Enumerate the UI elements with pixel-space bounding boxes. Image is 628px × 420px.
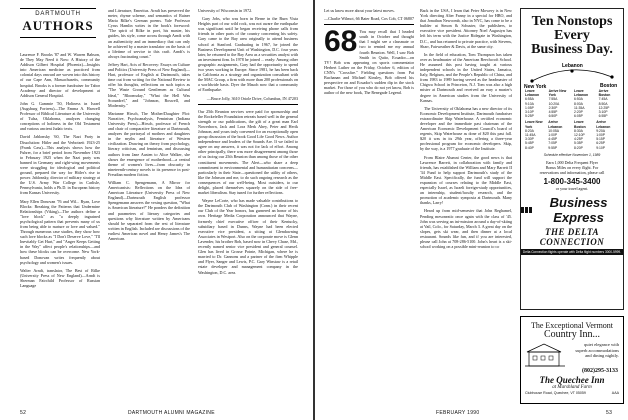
class-note-paragraph: University of Wisconsin in 1972.: [198, 8, 253, 13]
left-page: [0, 0, 312, 420]
ad-fine-print: Delta Connection flights operate with Delta flight numbers 3000-5999.: [522, 249, 622, 254]
inn-headline-line: The Exceptional Vermont: [530, 321, 614, 330]
schedule-row: [524, 114, 571, 118]
footer-date: FEBRUARY 1990: [436, 410, 480, 416]
schedule-cell: 9:10P: [596, 145, 606, 150]
inn-name: The Quechee Inn: [539, 375, 605, 385]
ad-offer: [521, 160, 623, 175]
page-gutter: [313, 0, 315, 420]
schedule-cell: 2:30P: [548, 105, 558, 110]
ad-headline-line: Every: [554, 28, 590, 43]
inn-name-sub: at Marshland Farm: [552, 385, 592, 390]
section-header-small: DARTMOUTH: [35, 11, 81, 17]
schedule-boston: [573, 89, 620, 150]
schedule-cell: 6:25P: [596, 141, 606, 146]
schedule-cell: 6:55A: [525, 97, 534, 102]
inn-rating: AAA: [611, 391, 619, 395]
class-note-paragraph: In the field of education, Tom Thompson has taken over as headmaster of the American Beechcroft School. He assumed this post having taught at various independent schools in the United States, Jamaica, Italy, Belgium, and the People's Republic of China, and from 1983 to 1989 having served as the headmaster of Chigwa School in Princeton, N.J. Tom was also a high mister at Dartmouth and received an eary a master's degree in American studies from the University of Kansas.: [420, 51, 512, 103]
schedule-header-cell: Leave Lebanon: [574, 89, 589, 98]
author-entry: David Jablonsky '60, The Nazi Party in Dissolution: Hitler and the Verbotzeit 1923-25 (Frank Cass)—This analysis shows how the Fuhrer, for a brief period from November 1923 to February 1925 when the Nazi party was banned in Germany and right-wing movements were struggling for ideological and political ground, prepared the way for Hitler's rise to power. Jablonsky, director of military strategy at the U.S. Army War College in Carlisle, Pennsylvania, holds a Ph.D. in European history from Kansas University.: [20, 134, 100, 196]
offer-line: Earn 1,000 Delta Frequent Flyer: [546, 159, 598, 165]
author-entry: William C. Spengemann, A Mirror for Americanists: Reflections on the Idea of American Literature (University Press of New England)—Dartmouth English professor Spengemann answers the vexing question, "What is American literature?" He ponders the definition and parameters of literary categories and questions why literature written by Americans should be separated from the rest of literature written in English. Included are discussions of the earliest American novel and Henry James's The American.: [108, 180, 190, 242]
schedule-header-cell: Arrive Boston: [598, 89, 611, 98]
schedule-row: [573, 114, 620, 118]
reservation-phone: 1-800-345-3400: [543, 176, 601, 186]
schedule-cell: 9:20A: [596, 128, 606, 133]
class-note-paragraph: From Blaire Alumni Center, the good news is that Lawrence Barrett, in collaboration with family and friends, has established the William and Mary Barrett II '34 Fund to help support Dartmouth's study of the Middle East. Specifically, the fund will support the expansion of courses relating to the Middle East, especially Israel, as Israeli foreign-study opportunities, an internship, student/faculty research, and the promotion of academic symposia at Dartmouth. Many thanks, Larry!: [420, 154, 512, 206]
class-note-paragraph: Our 25th Reunion services were paid for sponsorship and the Rockefeller Foundation retreats based well in the general strength or our publications, the gift of a great man Earl Nowerhorn, Jack and Lora Merk Ahey, Peter and Herik Johnson, and yours truly convened for an exceptionally open group discussion of the book Good Life Good News. Author independence and leaders of the Sounds Are. If we failed to agree on any answers, it was not for lack of effort. Among other principally, there was more disagreement among those of us facing our 25th Reunion than among those of the other constituent movements. The Alert—who share a deep commitment to environmental and humanitarian concerns—particularly in their State—questioned the utility of others, like the Johnson and me, to do such ongoing research as the consequences of our well-being. Most outsiders, to our delight, placed themselves squarely on the side of free-market liberalism. Stay tuned for further reflections.: [198, 108, 298, 196]
schedule-cell: 3:10P: [598, 110, 608, 115]
author-entry: Marianne Hirsch, The Mother/Daughter Plot: Narrative, Psychoanalysis, Feminism (Indiana University Press)—Hirsch, professor of French and chair of comparative literature at Dartmouth, analyzes the portrayal of mothers and daughters in the myths and literature of Western civilization. Drawing on theory from psychology, literary criticism, and feminism, and discussing authors from Jane Austen to Alice Walker, she shows the emergence of motherhood—a central theme of women's lives—from obscurity in nineteenth-century novels to its presence in post-Freudian modern fiction.: [108, 110, 190, 177]
inn-body: [521, 342, 623, 368]
schedule-header-cell: Arrive Lebanon: [596, 120, 611, 129]
right-page: [316, 0, 628, 420]
business-express-wordmark: Business Express: [549, 194, 608, 225]
class-note-signature: —Charlie Wilmot, 66 Bater Road, Cos Cob, CT 06807: [324, 16, 414, 22]
schedule-header-row: [573, 120, 620, 128]
page-number-right: 53: [606, 410, 613, 416]
schedule-cell: 12:10P: [574, 133, 585, 138]
author-entry: Walter Arndt, translator, The Best of Rilke (University Press of New England)—Arndt is Sherman Fairchild Professor of Russian Language: [20, 267, 100, 289]
class-notes-column: [198, 8, 298, 400]
schedule-note: Schedule effective November 1, 1989: [543, 152, 601, 157]
reservation-phone-sub: or your travel agent.: [555, 185, 589, 191]
inn-footer: [521, 390, 623, 396]
class-notes-column-right-1: [324, 8, 414, 400]
class-note-lead: [324, 25, 414, 96]
class-note-paragraph: Back in the USA, I learn that Peter Mowery is in New York directing Alter Fanny in a special for HBO, and that Jonathan Newcomb, also in NYC, has come to be a builder at Simon & Schuster, the publishers, to executive vice president. Attorney Noel Augustyn has left his term with the Justice Ridegate in Washington, D.C., and has returned to private practice, with Stevens, Sharr, Fairweather & Davis, at the same city.: [420, 8, 512, 49]
class-note-paragraph: The University of Oklahoma has a new director of its Economic Development Institute, Dartmouth fundraiser extraordinaire Skip Waterhouse. A certified economic developer and the immediate past chairman of the American Economic Development Council's board of regents, Skip Waterhouse as done of $20 this past fall. $20 it was in its 29th year, offering a three-year professional program for economic developers. Skip, by the way, is a 1977 graduate of the Institute.: [420, 105, 512, 152]
schedule-cell: 6:55P: [598, 114, 608, 119]
page-number-left: 52: [20, 410, 27, 416]
delta-connection-ad: [520, 8, 624, 310]
author-entry: John G. Gammie '50, Holiness in Israel (Augsburg Fortress)—The Emma A. Harwell Professor of Biblical Literature at the University of Tulsa, Oklahoma, analyzes changing conceptions of holiness in the Old Testament and various ancient Judaic texts.: [20, 100, 100, 132]
schedule-cell: 5:25P: [525, 114, 534, 119]
schedule-cell: 6:50P: [548, 114, 558, 119]
schedule-cell: 4:45P: [548, 137, 558, 142]
schedule-header-row: [524, 89, 571, 97]
authors-column-2: [108, 8, 190, 400]
schedule-cell: 7:45A: [598, 97, 608, 102]
schedule-row: [524, 146, 571, 150]
schedule-cell: 9:10A: [525, 101, 534, 106]
schedule-header-cell: Leave New York: [525, 120, 543, 129]
schedule-table: [524, 120, 571, 149]
class-notes-column-right-2: [420, 8, 512, 400]
schedule-row: [573, 146, 620, 150]
schedule-table: [524, 89, 571, 118]
class-note-paragraph: Heard up from mid-semester that John Reghamel, Pending mesoneatic once again with the class of '45. John was serving an ini-mission around a day-of-skiing at Vail, Colo., for Saturday, March 3. A great day on the slopes, gets ski wear, and then dinner at a local restaurant. Sounds like fun, and if you are interested, please call John at 708-286-5100. John's heart is a ski-school working on a possible mini-reunion to co: [420, 208, 512, 250]
schedule-cell: 9:55P: [548, 145, 558, 150]
ad-headline-line: Business Day.: [531, 42, 613, 57]
class-year-dropcap: 68: [324, 25, 358, 59]
ad-headline-line: Ten Nonstops: [531, 14, 613, 29]
inn-headline: [521, 321, 623, 339]
schedule-cell: 10:05A: [548, 128, 559, 133]
inn-illustration: [525, 342, 565, 368]
schedule-cell: 5:35P: [574, 141, 583, 146]
schedule-cell: 2:20P: [574, 110, 583, 115]
schedule-cell: 5:15P: [596, 137, 606, 142]
class-note-signature: —Bruce Jolly, 3610 Oriole Drive, Columbus, IN 47203: [206, 95, 298, 101]
inn-headline-line: Country Inn...: [543, 329, 601, 340]
schedule-new-york: [524, 89, 571, 150]
author-entry: and Literature, Emeritus. Arndt has preserved the meter, rhyme scheme, and semantics of Rainer Maria Rilke's German poems. Yale Professor Cyrus Hamlin writes in the book's foreword: "The spirit of Rilke in poet, his master, his guides, his style, come across through Arndt with an authenticity and an immediacy that can only be achieved by a master translator on the basis of a lifetime of service to this craft. Arndt's is always fascinating count.": [108, 8, 190, 59]
class-note-text: You may recall that I headed south in October and thought that I might see a classmate or two to remind me my annual fourth Reunion. Well, I saw Bob Smith in Quito, Ecuador—on TV! Bob was appearing on sports commentator Herbert Luther on the Friday, October 6, edition of CNN's "Crossfire." Fielding questions from Pat Buchanan and Michael Kinsley, Bob offered his perspective on and Ecuador's sudden dip in the stock market. For those of you who do not yet know, Bob is author of the new book, The Renegade Legend.: [324, 29, 414, 96]
schedule-header-cell: Leave Lebanon: [525, 89, 540, 98]
schedule-header-row: [573, 89, 620, 97]
flight-schedules: [521, 89, 623, 150]
section-header-title: AUTHORS: [22, 18, 94, 33]
offer-line: Bonus Miles on every flight. For: [545, 164, 599, 170]
schedule-header-cell: Arrive Lebanon: [548, 120, 563, 129]
schedule-cell: 6:50A: [574, 97, 583, 102]
inn-phone: (802)295-3133: [582, 368, 618, 374]
inn-tagline: [568, 342, 619, 368]
schedule-cell: 8:50A: [598, 101, 608, 106]
inn-tagline-line: and dining nightly.: [585, 353, 619, 358]
schedule-cell: 8:40P: [525, 145, 534, 150]
inn-address: Clubhouse Road, Quechee, VT 05059: [525, 391, 586, 395]
class-note-paragraph: Gary Jobs, who was born in Berne in the Burn Vista Heights part of our wild rock, was not aware the earthquake was significant until he began receiving phone calls from friends in other parts of the country concerning his safety. Gary came to the Bay area originally to attend business school at Stanford. Graduating in 1967, he joined the Business Development Unit of Washington, D.C. four years later, he returned to the Bay Area as a securities analyst with an investment firm. In 1978 he joined ... ready: Among other geographic assignments, Gary had the opportunity to spend two years working in Europe. Since 1981, he has been back in California as a strategy and organization consultant with the MAC Group, a firm with more than 200 professionals on a worldwide basis. Dyer the Mauch now that a community of Earthquake.: [198, 16, 298, 93]
inn-tagline-line: quiet elegance with: [584, 342, 619, 347]
business-express-logo: [521, 195, 623, 225]
schedule-cell: 8:20A: [525, 128, 534, 133]
schedule-cell: 12:25P: [598, 105, 610, 110]
class-note-paragraph: Wayne LeCorte, who has made valuable contributions to the Dartmouth Club of Washington (Conn.) in their recent our Club of the Year honors, has garnered an honor of his own. Heritage Media Corporation announced that Wayne, formerly chief executive officer of their Kentucky, subsidiary based in Dunns, Wayne had been elected executive vice president, a sitting at Glendawning Associates in Westport. Also on the corporate move is Glenn Lavender, his brother Bob, based now in Chevy Chase, Md., recently named senior vice president and general counsel. Glen has lived in Grosse Pointe, Michigan, where he is married to Dr. Gannons and a partner of the firm Whipple and Flyer, Sanger and Lewis, P.C. Gary Winstaw is a retail estate developer and management company in the Washington, D.C. area.: [198, 198, 298, 275]
schedule-table: [573, 89, 620, 118]
class-note-paragraph: Let us know more about your latest moves.: [324, 8, 395, 13]
quechee-inn-ad: [520, 316, 624, 404]
author-entry: Jeffrey Hart, Acts of Recovery: Essays on Culture and Politics (University Press of New England)—Hart, professor of English at Dartmouth, takes time out from writing for the National Review to offer his thoughts, reflections on such topics as "The Waste Ground Gentlemen as Cultural Ideal," "Bloomsday," "What the Hell Was Scoundrel," and "Johnson, Boswell, and Modernity.": [108, 61, 190, 108]
schedule-cell: 11:45A: [525, 133, 536, 138]
city-label-new-york: New York: [524, 84, 547, 89]
schedule-cell: 7:05P: [548, 141, 558, 146]
schedule-cell: 10:20A: [548, 101, 560, 106]
schedule-table: [573, 120, 620, 149]
schedule-header-cell: Leave Boston: [574, 120, 586, 129]
schedule-header-row: [524, 120, 571, 128]
schedule-cell: 4:25P: [574, 137, 583, 142]
schedule-cell: 6:05P: [574, 114, 583, 119]
section-header: [20, 8, 96, 38]
city-label-boston: Boston: [600, 83, 618, 89]
city-label-lebanon: Lebanon: [562, 63, 583, 69]
author-entry: Laurence F. Brooks '87 and W. Warren Babson, de They May Need it Now: A History of the Addison Gilbert Hospital (Phoenix)—Insights into American medicine as practiced from colonial days onward are woven into this history of our Cape Ann, Massachusetts, community hospital. Brooks is a former fundraiser for Tabor Academy and director of development at Addison General Hospital.: [20, 52, 100, 98]
schedule-cell: 1:00P: [596, 133, 606, 138]
authors-column-1: [20, 52, 100, 402]
schedule-cell: 5:45P: [525, 141, 534, 146]
schedule-cell: 3:10P: [525, 110, 534, 115]
schedule-cell: 8:20P: [574, 145, 583, 150]
author-entry: Mary Ellen Donovan '76 and Wil... Ryan, Love Blocks: Breaking the Patterns that Undermine Relationships (Viking)—The authors define a "love block" as "a deeply ingrained psychological pattern that prevents many of us from being able to nurture or love and valued." Through numerous case studies, they show how such love blocks as "I Don't Deserve Love," "I'll Inevitably Get Hurt," and "Anger Keeps Getting in the Way" affect people's relationships—and how these blocks can be overcome. New York-based Donovan writes frequently about psychology and women's issues.: [20, 198, 100, 265]
stripe-icon: [521, 207, 532, 213]
schedule-header-cell: Arrive New York: [548, 89, 567, 98]
schedule-cell: 7:55A: [548, 97, 558, 102]
inn-tagline-line: superb accommodations: [575, 347, 619, 353]
delta-connection-wordmark: THE DELTA CONNECTION: [539, 226, 605, 247]
schedule-cell: 11:35A: [574, 105, 585, 110]
schedule-cell: 8:30A: [574, 128, 583, 133]
section-rule: [198, 104, 298, 105]
schedule-cell: 3:30P: [525, 137, 534, 142]
schedule-cell: 1:00P: [548, 133, 558, 138]
schedule-cell: 8:00A: [574, 101, 583, 106]
schedule-cell: 1:05P: [525, 105, 534, 110]
schedule-cell: 4:55P: [548, 110, 558, 115]
offer-line: reservations and information, please call: [539, 169, 605, 175]
footer-magazine-title: DARTMOUTH ALUMNI MAGAZINE: [128, 410, 215, 416]
ad-headline: [521, 15, 623, 57]
route-map-graphic: [522, 59, 622, 89]
